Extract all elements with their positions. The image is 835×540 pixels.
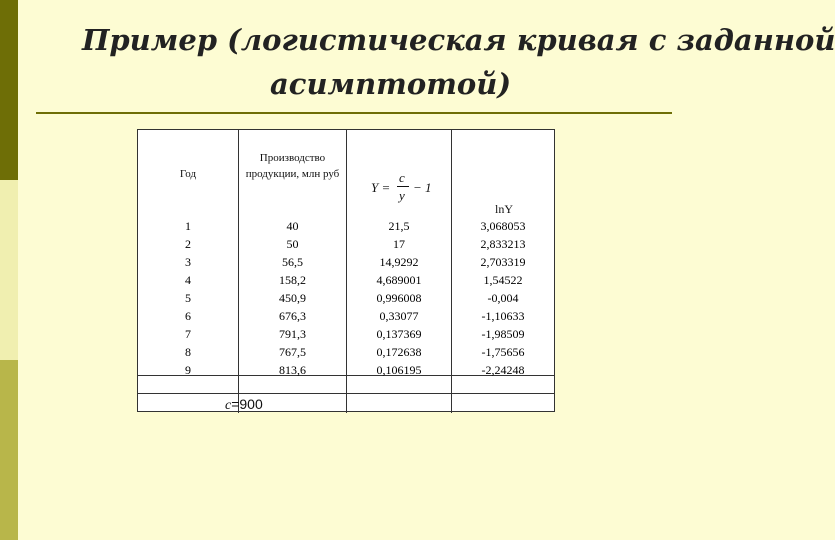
c-label: c: [225, 398, 232, 413]
table-cell: -1,98509: [481, 327, 525, 341]
header-formula: [347, 170, 451, 206]
table-cell: 4: [185, 273, 191, 287]
header-lnY: lnY: [495, 202, 513, 216]
table-cell: 6: [185, 309, 191, 323]
header-year: Год: [179, 168, 197, 180]
table-cell: 56,5: [282, 255, 303, 269]
table-cell: 158,2: [279, 273, 306, 287]
table-cell: 450,9: [279, 291, 306, 305]
table-cell: 676,3: [279, 309, 306, 323]
table-cell: -2,24248: [481, 363, 525, 377]
table-cell: 8: [185, 345, 191, 359]
table-cell: 40: [286, 219, 299, 233]
formula-lhs: Y =: [371, 180, 391, 195]
column-lnY: [452, 217, 554, 379]
table-cell: 3: [185, 255, 191, 269]
table-cell: 21,5: [388, 219, 410, 233]
table-cell: 5: [185, 291, 191, 305]
formula-numerator: c: [399, 170, 405, 185]
table-cell: -1,10633: [481, 309, 525, 323]
table-cell: 14,9292: [379, 255, 419, 269]
table-cell: 0,172638: [376, 345, 422, 359]
table-cell: 0,33077: [379, 309, 419, 323]
slide-title-area: [0, 0, 835, 120]
decor-bar-bottom: [0, 360, 18, 540]
title-underline: [36, 112, 672, 114]
table-cell: 2: [185, 237, 191, 251]
grid-line: [138, 393, 554, 394]
c-value-note: [225, 396, 263, 414]
table-cell: 0,996008: [376, 291, 422, 305]
table-cell: 0,106195: [376, 363, 422, 377]
table-cell: 4,689001: [376, 273, 422, 287]
decor-bar-middle: [0, 180, 18, 360]
table-cell: 0,137369: [376, 327, 422, 341]
c-value: =900: [231, 396, 263, 412]
table-cell: 9: [185, 363, 191, 377]
table-cell: 2,703319: [480, 255, 526, 269]
data-table: [137, 129, 555, 412]
formula-rhs: − 1: [413, 180, 432, 195]
column-Y: [347, 217, 451, 379]
table-cell: 50: [286, 237, 299, 251]
title-line-1: Пример (логистическая кривая с заданной: [82, 23, 835, 57]
table-cell: 1,54522: [483, 273, 523, 287]
column-year: [138, 217, 238, 379]
header-production: Производство продукции, млн руб: [245, 152, 340, 180]
column-production: [239, 217, 346, 379]
table-cell: 767,5: [279, 345, 306, 359]
formula-fraction-bar: [397, 186, 409, 187]
table-cell: -0,004: [487, 291, 519, 305]
table-cell: 7: [185, 327, 191, 341]
table-cell: -1,75656: [481, 345, 525, 359]
table-cell: 813,6: [279, 363, 306, 377]
table-cell: 791,3: [279, 327, 306, 341]
table-cell: 2,833213: [480, 237, 526, 251]
table-cell: 17: [393, 237, 405, 251]
title-line-2: асимптотой): [270, 67, 512, 101]
table-cell: 1: [185, 219, 191, 233]
table-cell: 3,068053: [480, 219, 526, 233]
formula-denominator: y: [399, 188, 405, 203]
slide-title: [82, 18, 835, 106]
